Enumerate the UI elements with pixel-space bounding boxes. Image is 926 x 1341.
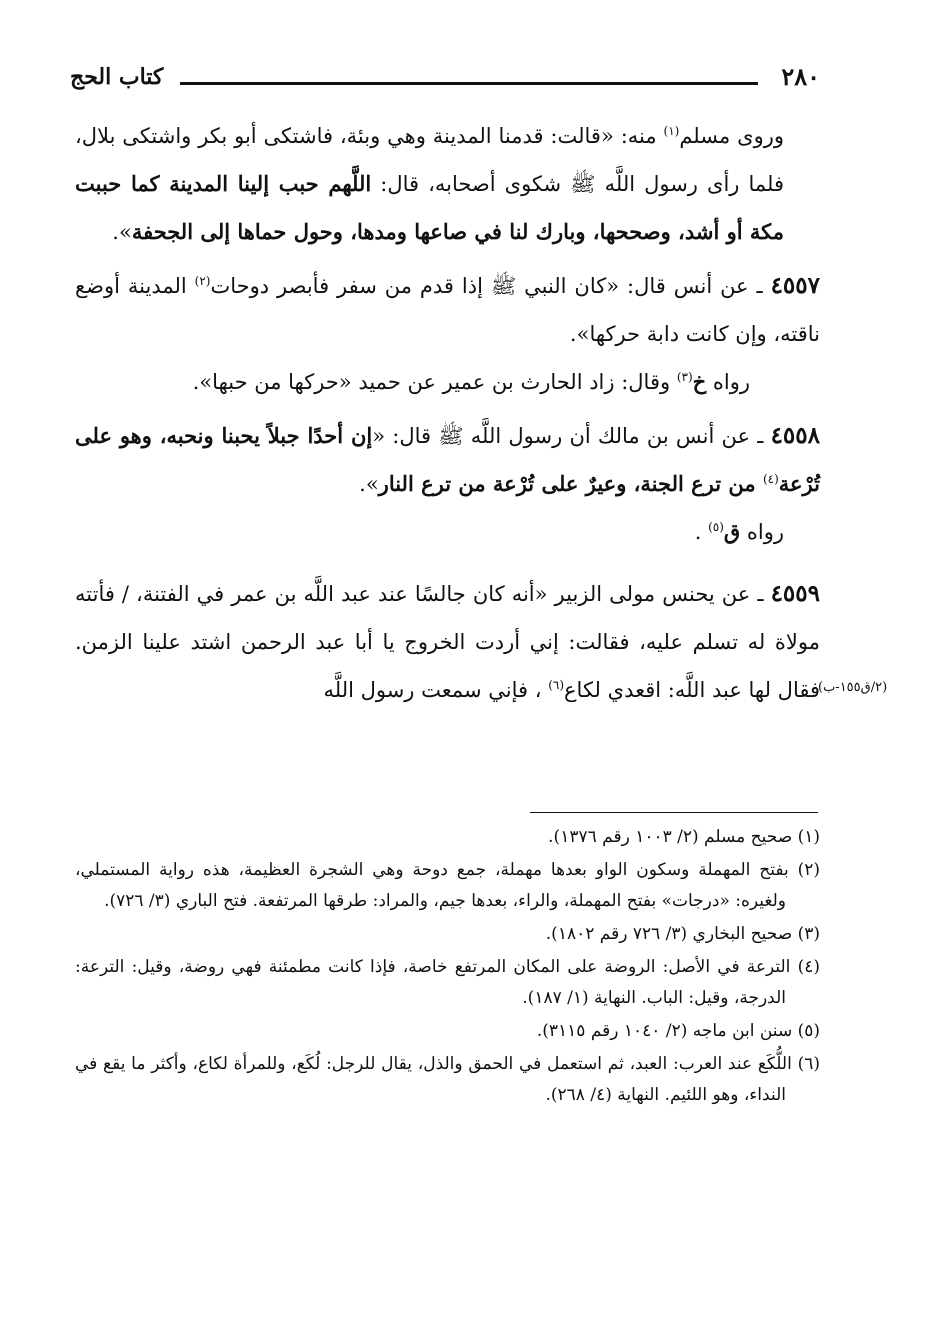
hadith-4557 — [75, 262, 820, 358]
footnote-6: (٦) اللُّكَع عند العرب: العبد، ثم استعمل في الحمق والذل، يقال للرجل: لُكَع، وللمرأة لكاع، وأكثر ما يقع في النداء، وهو اللئيم. النهاية (٤/ ٢٦٨). — [75, 1054, 820, 1105]
hadith-text: ـ عن يحنس مولى الزبير «أنه كان جالسًا عند عبد اللَّه بن عمر في الفتنة، / فأتته مولاة له تسلم عليه، فقالت: إني أردت الخروج يا أبا عبد الرحمن اشتد علينا الزمن. فقال لها عبد اللَّه: اقعدي لكاع — [75, 582, 820, 702]
footnote-ref: (٥) — [708, 520, 724, 534]
hadith-bold-quote: من ترع الجنة، وعيرٌ على تُرْعة من ترع النار — [378, 471, 763, 496]
book-title: كتاب الحج — [70, 64, 164, 90]
intro-paragraph — [75, 112, 820, 256]
hadith-text: المدينة أوضع ناقته، وإن كانت دابة حركها». — [75, 274, 820, 346]
footnotes — [75, 822, 820, 1113]
riwaya-symbol: خ — [692, 369, 707, 394]
footnote-4: (٤) الترعة في الأصل: الروضة على المكان المرتفع خاصة، فإذا كانت مطمئنة فهي روضة، وقيل: الترعة: الدرجة، وقيل: الباب. النهاية (١/ ١٨٧). — [75, 957, 820, 1008]
intro-end: ». — [112, 220, 132, 244]
hadith-bold-quote: إن أحدًا جبلاً يحبنا ونحبه، وهو على تُرْعة — [75, 423, 820, 496]
riwaya-symbol: ق — [723, 519, 741, 544]
riwaya-text: رواه — [706, 370, 750, 394]
page-number: ٢٨٠ — [781, 62, 820, 91]
footnote-ref: (٤) — [762, 472, 779, 486]
footnote-3: (٣) صحيح البخاري (٣/ ٧٢٦ رقم ١٨٠٢). — [545, 924, 820, 944]
intro-lead: وروى مسلم — [679, 124, 784, 148]
riwaya-4558 — [75, 508, 820, 556]
hadith-text: ـ عن أنس بن مالك أن رسول اللَّه ﷺ قال: « — [372, 424, 771, 448]
footnote-1: (١) صحيح مسلم (٢/ ١٠٠٣ رقم ١٣٧٦). — [548, 827, 820, 847]
riwaya-4557 — [75, 358, 820, 406]
manuscript-reference: (٢/ق١٥٥-ب) — [818, 680, 888, 695]
footnote-ref: (٦) — [548, 678, 565, 692]
header-rule — [180, 82, 758, 85]
main-text — [75, 112, 820, 714]
hadith-4559 — [75, 570, 820, 714]
intro-bold-quote: اللَّهم حبب إلينا المدينة كما حببت مكة أو أشد، وصححها، وبارك لنا في صاعها ومدها، وحول حماها إلى الجحفة — [75, 171, 784, 244]
hadith-text: ، فإني سمعت رسول اللَّه — [323, 678, 549, 702]
hadith-number: ٤٥٥٩ — [770, 580, 820, 607]
riwaya-text: وقال: زاد الحارث بن عمير عن حميد «حركها من حبها». — [192, 370, 677, 394]
page-header — [70, 60, 820, 100]
hadith-text: ». — [359, 472, 379, 496]
hadith-text: ـ عن أنس قال: «كان النبي ﷺ إذا قدم من سفر فأبصر دوحات — [210, 274, 771, 298]
footnote-ref: (٢) — [194, 274, 211, 288]
footnote-ref: (١) — [663, 124, 680, 138]
hadith-number: ٤٥٥٧ — [770, 272, 820, 299]
intro-text: منه: «قالت: قدمنا المدينة وهي وبئة، فاشتكى أبو بكر واشتكى بلال، فلما رأى رسول اللَّه ﷺ شكوى أصحابه، قال: — [75, 124, 785, 196]
footnote-2: (٢) بفتح المهملة وسكون الواو بعدها مهملة، جمع دوحة وهي الشجرة العظيمة، هذه رواية المستملي، ولغيره: «درجات» بفتح المهملة، والراء، بعدها جيم، والمراد: طرقها المرتفعة. فتح الباري (٣/ ٧٢٦). — [75, 860, 820, 911]
riwaya-text: رواه — [740, 520, 784, 544]
hadith-4558 — [75, 412, 820, 508]
riwaya-text: . — [694, 520, 709, 544]
footnote-5: (٥) سنن ابن ماجه (٢/ ١٠٤٠ رقم ٣١١٥). — [536, 1021, 820, 1041]
footnote-separator — [530, 812, 818, 813]
footnote-ref: (٣) — [676, 370, 693, 384]
hadith-number: ٤٥٥٨ — [770, 422, 820, 449]
